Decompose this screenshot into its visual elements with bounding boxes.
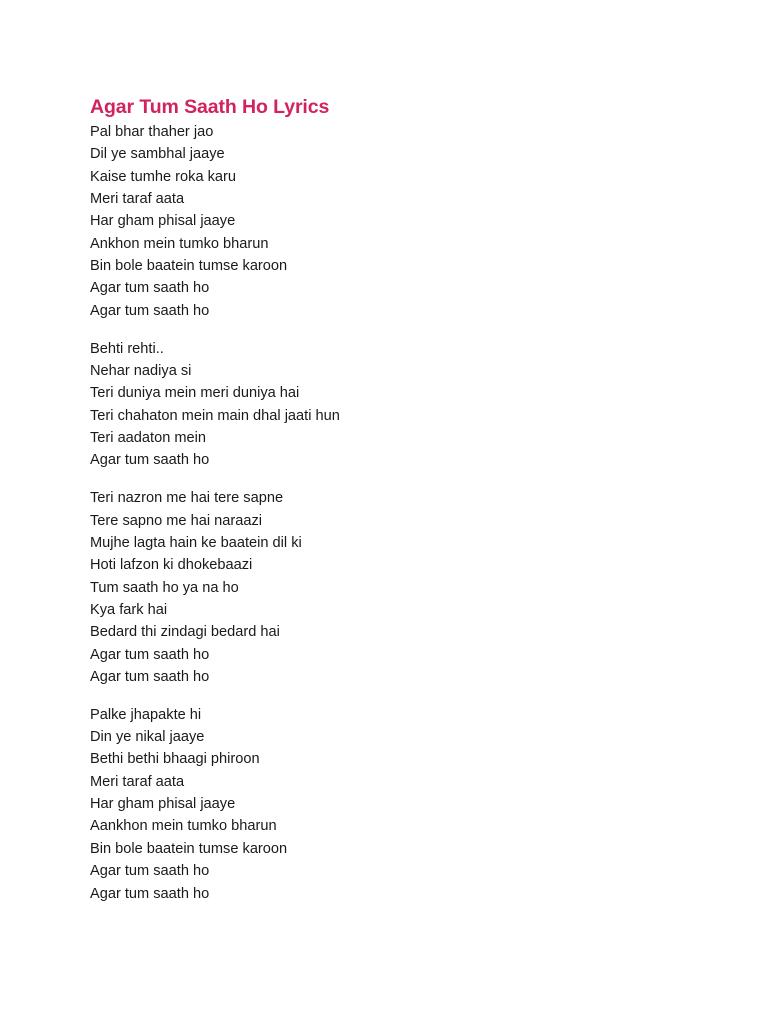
- lyric-line: Agar tum saath ho: [90, 646, 210, 663]
- lyric-line: Har gham phisal jaaye: [90, 796, 236, 813]
- lyric-line: Meri taraf aata: [90, 773, 185, 790]
- lyric-line: Agar tum saath ho: [90, 885, 210, 902]
- lyric-line: Teri chahaton mein main dhal jaati hun: [90, 407, 340, 424]
- lyric-line: Palke jhapakte hi: [90, 706, 202, 723]
- lyric-line: Aankhon mein tumko bharun: [90, 818, 277, 835]
- lyric-line: Bin bole baatein tumse karoon: [90, 258, 288, 275]
- lyric-line: Teri nazron me hai tere sapne: [90, 490, 284, 507]
- lyric-line: Dil ye sambhal jaaye: [90, 146, 225, 163]
- stanza-1: [90, 121, 730, 322]
- stanza-3: [90, 487, 730, 688]
- document-page: [90, 94, 730, 905]
- lyric-line: Agar tum saath ho: [90, 302, 210, 319]
- lyric-line: Tere sapno me hai naraazi: [90, 512, 262, 529]
- lyric-line: Pal bhar thaher jao: [90, 124, 214, 140]
- lyric-line: Bedard thi zindagi bedard hai: [90, 624, 280, 641]
- lyric-line: Tum saath ho ya na ho: [90, 579, 239, 596]
- lyric-line: Agar tum saath ho: [90, 280, 210, 297]
- stanza-4: [90, 704, 730, 905]
- lyric-line: Din ye nikal jaaye: [90, 729, 205, 746]
- lyric-line: Meri taraf aata: [90, 191, 185, 208]
- page-title: Agar Tum Saath Ho Lyrics: [90, 96, 330, 118]
- lyric-line: Bin bole baatein tumse karoon: [90, 840, 288, 857]
- lyric-line: Teri duniya mein meri duniya hai: [90, 385, 300, 402]
- lyric-line: Bethi bethi bhaagi phiroon: [90, 751, 260, 768]
- lyric-line: Hoti lafzon ki dhokebaazi: [90, 557, 253, 574]
- lyric-line: Teri aadaton mein: [90, 429, 207, 446]
- lyric-line: Kaise tumhe roka karu: [90, 168, 237, 185]
- stanza-2: [90, 338, 730, 472]
- lyric-line: Mujhe lagta hain ke baatein dil ki: [90, 534, 302, 551]
- lyric-line: Agar tum saath ho: [90, 452, 210, 469]
- lyric-line: Nehar nadiya si: [90, 362, 192, 379]
- lyric-line: Behti rehti..: [90, 340, 164, 357]
- lyric-line: Kya fark hai: [90, 601, 168, 618]
- lyric-line: Agar tum saath ho: [90, 668, 210, 685]
- lyric-line: Har gham phisal jaaye: [90, 213, 236, 230]
- lyric-line: Agar tum saath ho: [90, 863, 210, 880]
- lyric-line: Ankhon mein tumko bharun: [90, 235, 269, 252]
